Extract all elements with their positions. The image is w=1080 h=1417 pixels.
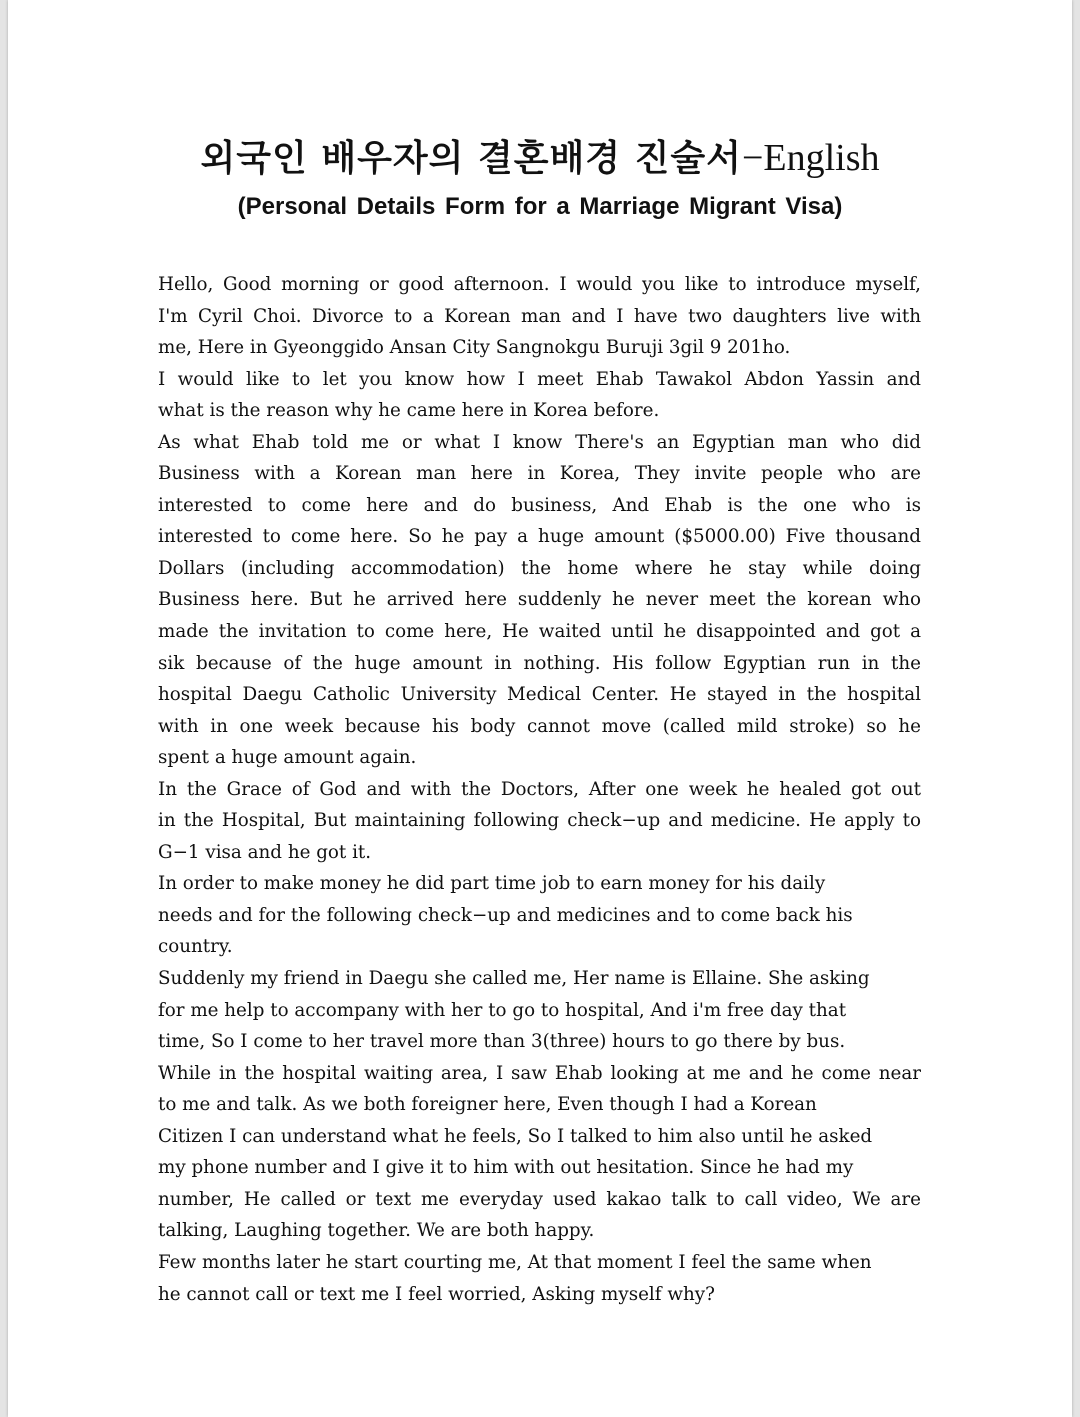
body-line: As what Ehab told me or what I know There's an Egyptian man who did (158, 431, 921, 453)
body-line: In the Grace of God and with the Doctors, After one week he healed got out (158, 778, 921, 800)
body-line: While in the hospital waiting area, I saw Ehab looking at me and he come near (158, 1062, 921, 1084)
body-line: Suddenly my friend in Daegu she called me, Her name is Ellaine. She asking (158, 968, 870, 990)
body-line: my phone number and I give it to him with out hesitation. Since he had my (158, 1157, 854, 1179)
title-language: English (763, 137, 880, 179)
body-line: spent a huge amount again. (158, 747, 417, 769)
body-line: needs and for the following check−up and medicines and to come back his (158, 904, 853, 926)
body-line: Business with a Korean man here in Korea, They invite people who are (158, 463, 921, 485)
document-title (8, 130, 1072, 181)
body-line: Hello, Good morning or good afternoon. I would you like to introduce myself, (158, 274, 921, 295)
body-line: Business here. But he arrived here suddenly he never meet the korean who (158, 589, 921, 611)
body-line: I would like to let you know how I meet Ehab Tawakol Abdon Yassin and (158, 368, 921, 390)
body-line: what is the reason why he came here in Korea before. (158, 400, 660, 422)
body-line: G−1 visa and he got it. (158, 841, 372, 863)
body-line: In order to make money he did part time job to earn money for his daily (158, 873, 826, 895)
body-line: Dollars (including accommodation) the home where he stay while doing (158, 557, 921, 579)
body-line: Citizen I can understand what he feels, So I talked to him also until he asked (158, 1125, 873, 1147)
title-korean: 외국인 배우자의 결혼배경 진술서 (200, 137, 742, 179)
body-line: interested to come here and do business, And Ehab is the one who is (158, 494, 921, 516)
title-separator: − (741, 137, 764, 179)
body-line: talking, Laughing together. We are both happy. (158, 1220, 595, 1242)
body-line: me, Here in Gyeonggido Ansan City Sangnokgu Buruji 3gil 9 201ho. (158, 337, 791, 359)
body-line: time, So I come to her travel more than 3(three) hours to go there by bus. (158, 1031, 846, 1053)
body-line: to me and talk. As we both foreigner here, Even though I had a Korean (158, 1094, 817, 1116)
body-line: sik because of the huge amount in nothing. His follow Egyptian run in the (158, 652, 921, 674)
body-line: in the Hospital, But maintaining following check−up and medicine. He apply to (158, 810, 921, 832)
body-line: interested to come here. So he pay a huge amount ($5000.00) Five thousand (158, 526, 921, 548)
body-line: made the invitation to come here, He waited until he disappointed and got a (158, 621, 921, 643)
body-line: with in one week because his body cannot move (called mild stroke) so he (158, 715, 921, 737)
body-line: he cannot call or text me I feel worried, Asking myself why? (158, 1283, 715, 1305)
body-line: number, He called or text me everyday used kakao talk to call video, We are (158, 1188, 921, 1210)
body-line: I'm Cyril Choi. Divorce to a Korean man and I have two daughters live with (158, 305, 921, 327)
document-subtitle: (Personal Details Form for a Marriage Migrant Visa) (237, 193, 843, 220)
body-line: country. (158, 936, 233, 958)
body-line: hospital Daegu Catholic University Medical Center. He stayed in the hospital (158, 684, 921, 706)
body-line: Few months later he start courting me, At that moment I feel the same when (158, 1251, 872, 1273)
body-text (158, 269, 921, 1310)
document-page (8, 0, 1072, 1417)
body-line: for me help to accompany with her to go to hospital, And i'm free day that (158, 999, 847, 1021)
